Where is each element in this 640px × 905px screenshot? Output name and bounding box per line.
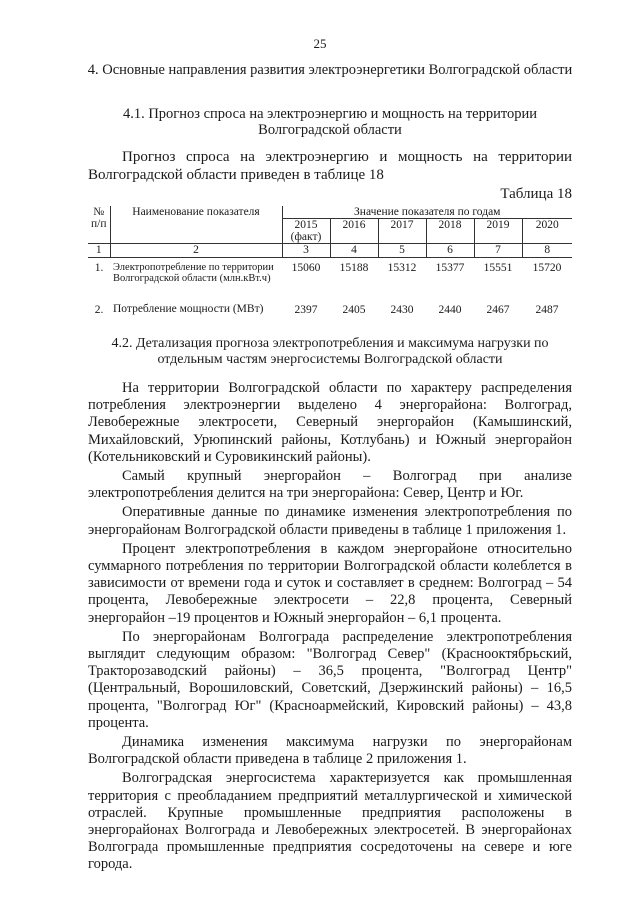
- row-value: 2405: [342, 303, 366, 316]
- row-value: 2440: [438, 303, 462, 316]
- table-caption: Таблица 18: [500, 186, 572, 202]
- column-number: 3: [282, 244, 330, 258]
- table-row: [88, 304, 572, 316]
- row-value: 15551: [483, 262, 513, 274]
- column-number: 7: [474, 244, 522, 258]
- column-number: 2: [110, 244, 282, 258]
- row-number: 1.: [94, 262, 104, 274]
- column-number: 6: [426, 244, 474, 258]
- page-number: 25: [313, 36, 327, 51]
- row-value: 2430: [390, 303, 414, 316]
- paragraph: Самый крупный энергорайон – Волгоград при анализе электропотребления делится на три энергорайона: Север, Центр и Юг.: [88, 468, 572, 502]
- row-name: Потребление мощности (МВт): [113, 302, 264, 315]
- paragraph: Волгоградская энергосистема характеризуется как промышленная территория с преобладанием предприятий металлургической и химической отраслей. Крупные промышленные предприятия расположены в энергорайонах Волгограда и Левобережных электросетей. В энергорайонах Волгограда промышленные предприятия сосредоточены на севере и юге города.: [88, 770, 572, 873]
- table-row: [88, 258, 572, 304]
- forecast-table: [88, 206, 572, 316]
- year-header: 2018: [426, 219, 474, 244]
- row-value: 2397: [294, 303, 318, 316]
- section-heading: 4. Основные направления развития электроэнергетики Волгоградской области: [87, 62, 573, 78]
- subsection-heading-4-2: 4.2. Детализация прогноза электропотребления и максимума нагрузки по отдельным частям энергосистемы Волгоградской области: [111, 336, 549, 367]
- column-number: 5: [378, 244, 426, 258]
- col-header-num: № п/п: [88, 206, 110, 244]
- column-number: 4: [330, 244, 378, 258]
- year-header: 2017: [378, 219, 426, 244]
- col-header-name: Наименование показателя: [110, 206, 282, 244]
- year-header: 2019: [474, 219, 522, 244]
- year-header: 2020: [522, 219, 572, 244]
- intro-paragraph: Прогноз спроса на электроэнергию и мощность на территории Волгоградской области приведен в таблице 18: [88, 149, 572, 183]
- subsection-heading-4-1: 4.1. Прогноз спроса на электроэнергию и мощность на территории Волгоградской области: [122, 106, 538, 138]
- year-header: 2015 (факт): [282, 219, 330, 244]
- paragraph: Динамика изменения максимума нагрузки по энергорайонам Волгоградской области приведена в таблице 2 приложения 1.: [88, 734, 572, 768]
- column-number: 8: [522, 244, 572, 258]
- paragraph: Оперативные данные по динамике изменения электропотребления по энергорайонам Волгоградской области приведены в таблице 1 приложения 1.: [88, 504, 572, 538]
- row-value: 2467: [486, 303, 510, 316]
- row-value: 15312: [387, 262, 417, 274]
- paragraph: Процент электропотребления в каждом энергорайоне относительно суммарного потребления по территории Волгоградской области колеблется в зависимости от времени года и суток и составляет в среднем: Волгоград – 54 процента, Левобережные электросети – 22,8 процента, Северный энергорайон –19 процентов и Южный энергорайон – 6,1 процента.: [88, 540, 572, 626]
- column-number: 1: [88, 244, 110, 258]
- row-value: 15060: [291, 262, 321, 274]
- paragraph: По энергорайонам Волгограда распределение электропотребления выглядит следующим образом: "Волгоград Север" (Краснооктябрьский, Тракторозаводский районы) – 36,5 процента, "Волгоград Центр" (Центральный, Ворошиловский, Советский, Дзержинский районы) – 16,5 процента, "Волгоград Юг" (Красноармейский, Кировский районы) – 43,8 процента.: [88, 628, 572, 731]
- row-value: 15720: [532, 262, 562, 274]
- body-text: [88, 380, 572, 876]
- row-name: Электропотребление по территории Волгоградской области (млн.кВт.ч): [113, 262, 274, 284]
- row-number: 2.: [94, 303, 104, 316]
- row-value: 15377: [435, 262, 465, 274]
- paragraph: На территории Волгоградской области по характеру распределения потребления электроэнергии выделено 4 энергорайона: Волгоград, Левобережные электросети, Северный энергорайон (Камышинский, Михайловский, Урюпинский районы, Котлубань) и Южный энергорайон (Котельниковский и Суровикинский районы).: [88, 380, 572, 465]
- year-header: 2016: [330, 219, 378, 244]
- col-header-group: Значение показателя по годам: [282, 206, 572, 219]
- row-value: 2487: [535, 303, 559, 316]
- row-value: 15188: [339, 262, 369, 274]
